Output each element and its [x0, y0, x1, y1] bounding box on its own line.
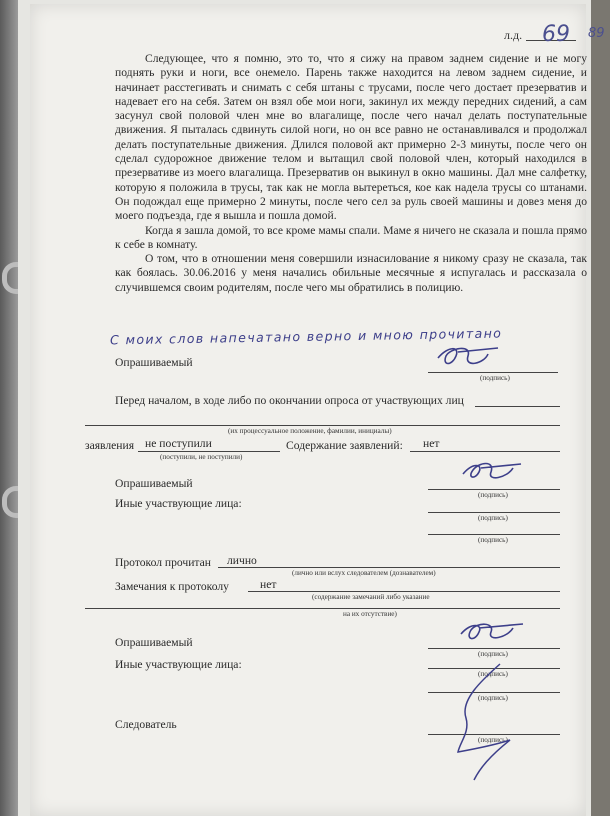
remarks-line: [248, 591, 560, 592]
remarks-caption: (содержание замечаний либо указание: [312, 593, 430, 601]
signature-caption: (подпись): [478, 491, 508, 499]
testimony-text: [115, 52, 587, 295]
protocol-read-line: [218, 567, 560, 568]
signature-line: [428, 648, 560, 649]
interviewee-label: Опрашиваемый: [115, 356, 193, 369]
signature-icon: [455, 618, 535, 648]
statements-content-value: нет: [423, 437, 440, 450]
signature-caption: (подпись): [478, 694, 508, 702]
signature-icon: [455, 456, 535, 486]
investigator-label: Следователь: [115, 718, 177, 731]
signature-caption: (подпись): [478, 736, 508, 744]
signature-caption: (подпись): [478, 670, 508, 678]
other-persons-label: Иные участвующие лица:: [115, 497, 242, 510]
remarks-label: Замечания к протоколу: [115, 580, 229, 593]
signature-icon: [428, 342, 518, 374]
remarks-value: нет: [260, 578, 277, 591]
remarks-caption-2: на их отсутствие): [343, 610, 397, 618]
statements-label: заявления: [85, 439, 135, 452]
statements-content-label: Содержание заявлений:: [286, 439, 403, 452]
protocol-read-value: лично: [227, 554, 257, 567]
other-persons-label-2: Иные участвующие лица:: [115, 658, 242, 671]
persons-line-end: [475, 406, 560, 407]
signature-line: [428, 534, 560, 535]
interviewee-label-3: Опрашиваемый: [115, 636, 193, 649]
signature-caption: (подпись): [478, 536, 508, 544]
persons-line: [85, 425, 560, 426]
signature-line: [428, 512, 560, 513]
case-page-label: л.д.: [504, 28, 523, 42]
signature-caption: (подпись): [480, 374, 510, 382]
document-page: [30, 4, 605, 816]
signature-caption: (подпись): [478, 514, 508, 522]
remarks-line-2: [85, 608, 560, 609]
persons-caption: (их процессуальное положение, фамилии, инициалы): [228, 427, 392, 435]
signature-caption: (подпись): [478, 650, 508, 658]
paragraph: Когда я зашла домой, то все кроме мамы спали. Маме я ничего не сказала и пошла прямо к себе в комнату.: [115, 223, 587, 251]
signature-line: [428, 489, 560, 490]
statements-content-line: [410, 451, 560, 452]
case-page-number: 69: [542, 22, 570, 47]
case-page-number-extra: 89: [588, 26, 605, 41]
protocol-read-caption: (лично или вслух следователем (дознавателем): [292, 569, 436, 577]
before-text: Перед началом, в ходе либо по окончании опроса от участвующих лиц: [115, 394, 464, 407]
statements-caption: (поступили, не поступили): [160, 453, 243, 461]
handwritten-confirmation: С моих слов напечатано верно и мною прочитано: [109, 325, 503, 348]
crossout-stroke-icon: [430, 656, 540, 786]
interviewee-label-2: Опрашиваемый: [115, 477, 193, 490]
paragraph: О том, что в отношении меня совершили изнасилование я никому сразу не сказала, так как боялась. 30.06.2016 у меня начались обильные месячные я испугалась и рассказала о случившемся своим родителям, после чего мы обратились в полицию.: [115, 252, 587, 294]
statements-line: [138, 451, 280, 452]
paragraph: Следующее, что я помню, это то, что я сижу на правом заднем сидение и не могу поднять руки и ноги, все онемело. Парень также находится на левом заднем сидение, и начинает расстегивать и снимать с себя штаны с трусами, после чего достает презерватив и надевает его на себя. Затем он взял обе мои ноги, закинул их между передних сидений, а сам засунул свой половой член мне во влагалище, после чего начал делать поступательные движения. Я пыталась сдвинуть силой ноги, но он все равно не останавливался и продолжал делать поступательные движения. Длился половой акт примерно 2-3 минуты, после чего он сделал судорожное движение телом и вытащил свой половой член, который находился в презервативе из моего влагалища. Презерватив он выкинул в окно машины. Дал мне салфетку, которую я положила в трусы, так как не могла вытереться, кое как надела трусы со штанами. Он подождал еще примерно 2 минуты, после чего сел за руль своей машины и довез меня до моего подъезда, где я вышла и пошла домой.: [115, 52, 587, 223]
statements-value: не поступили: [145, 437, 212, 450]
protocol-read-label: Протокол прочитан: [115, 556, 211, 569]
